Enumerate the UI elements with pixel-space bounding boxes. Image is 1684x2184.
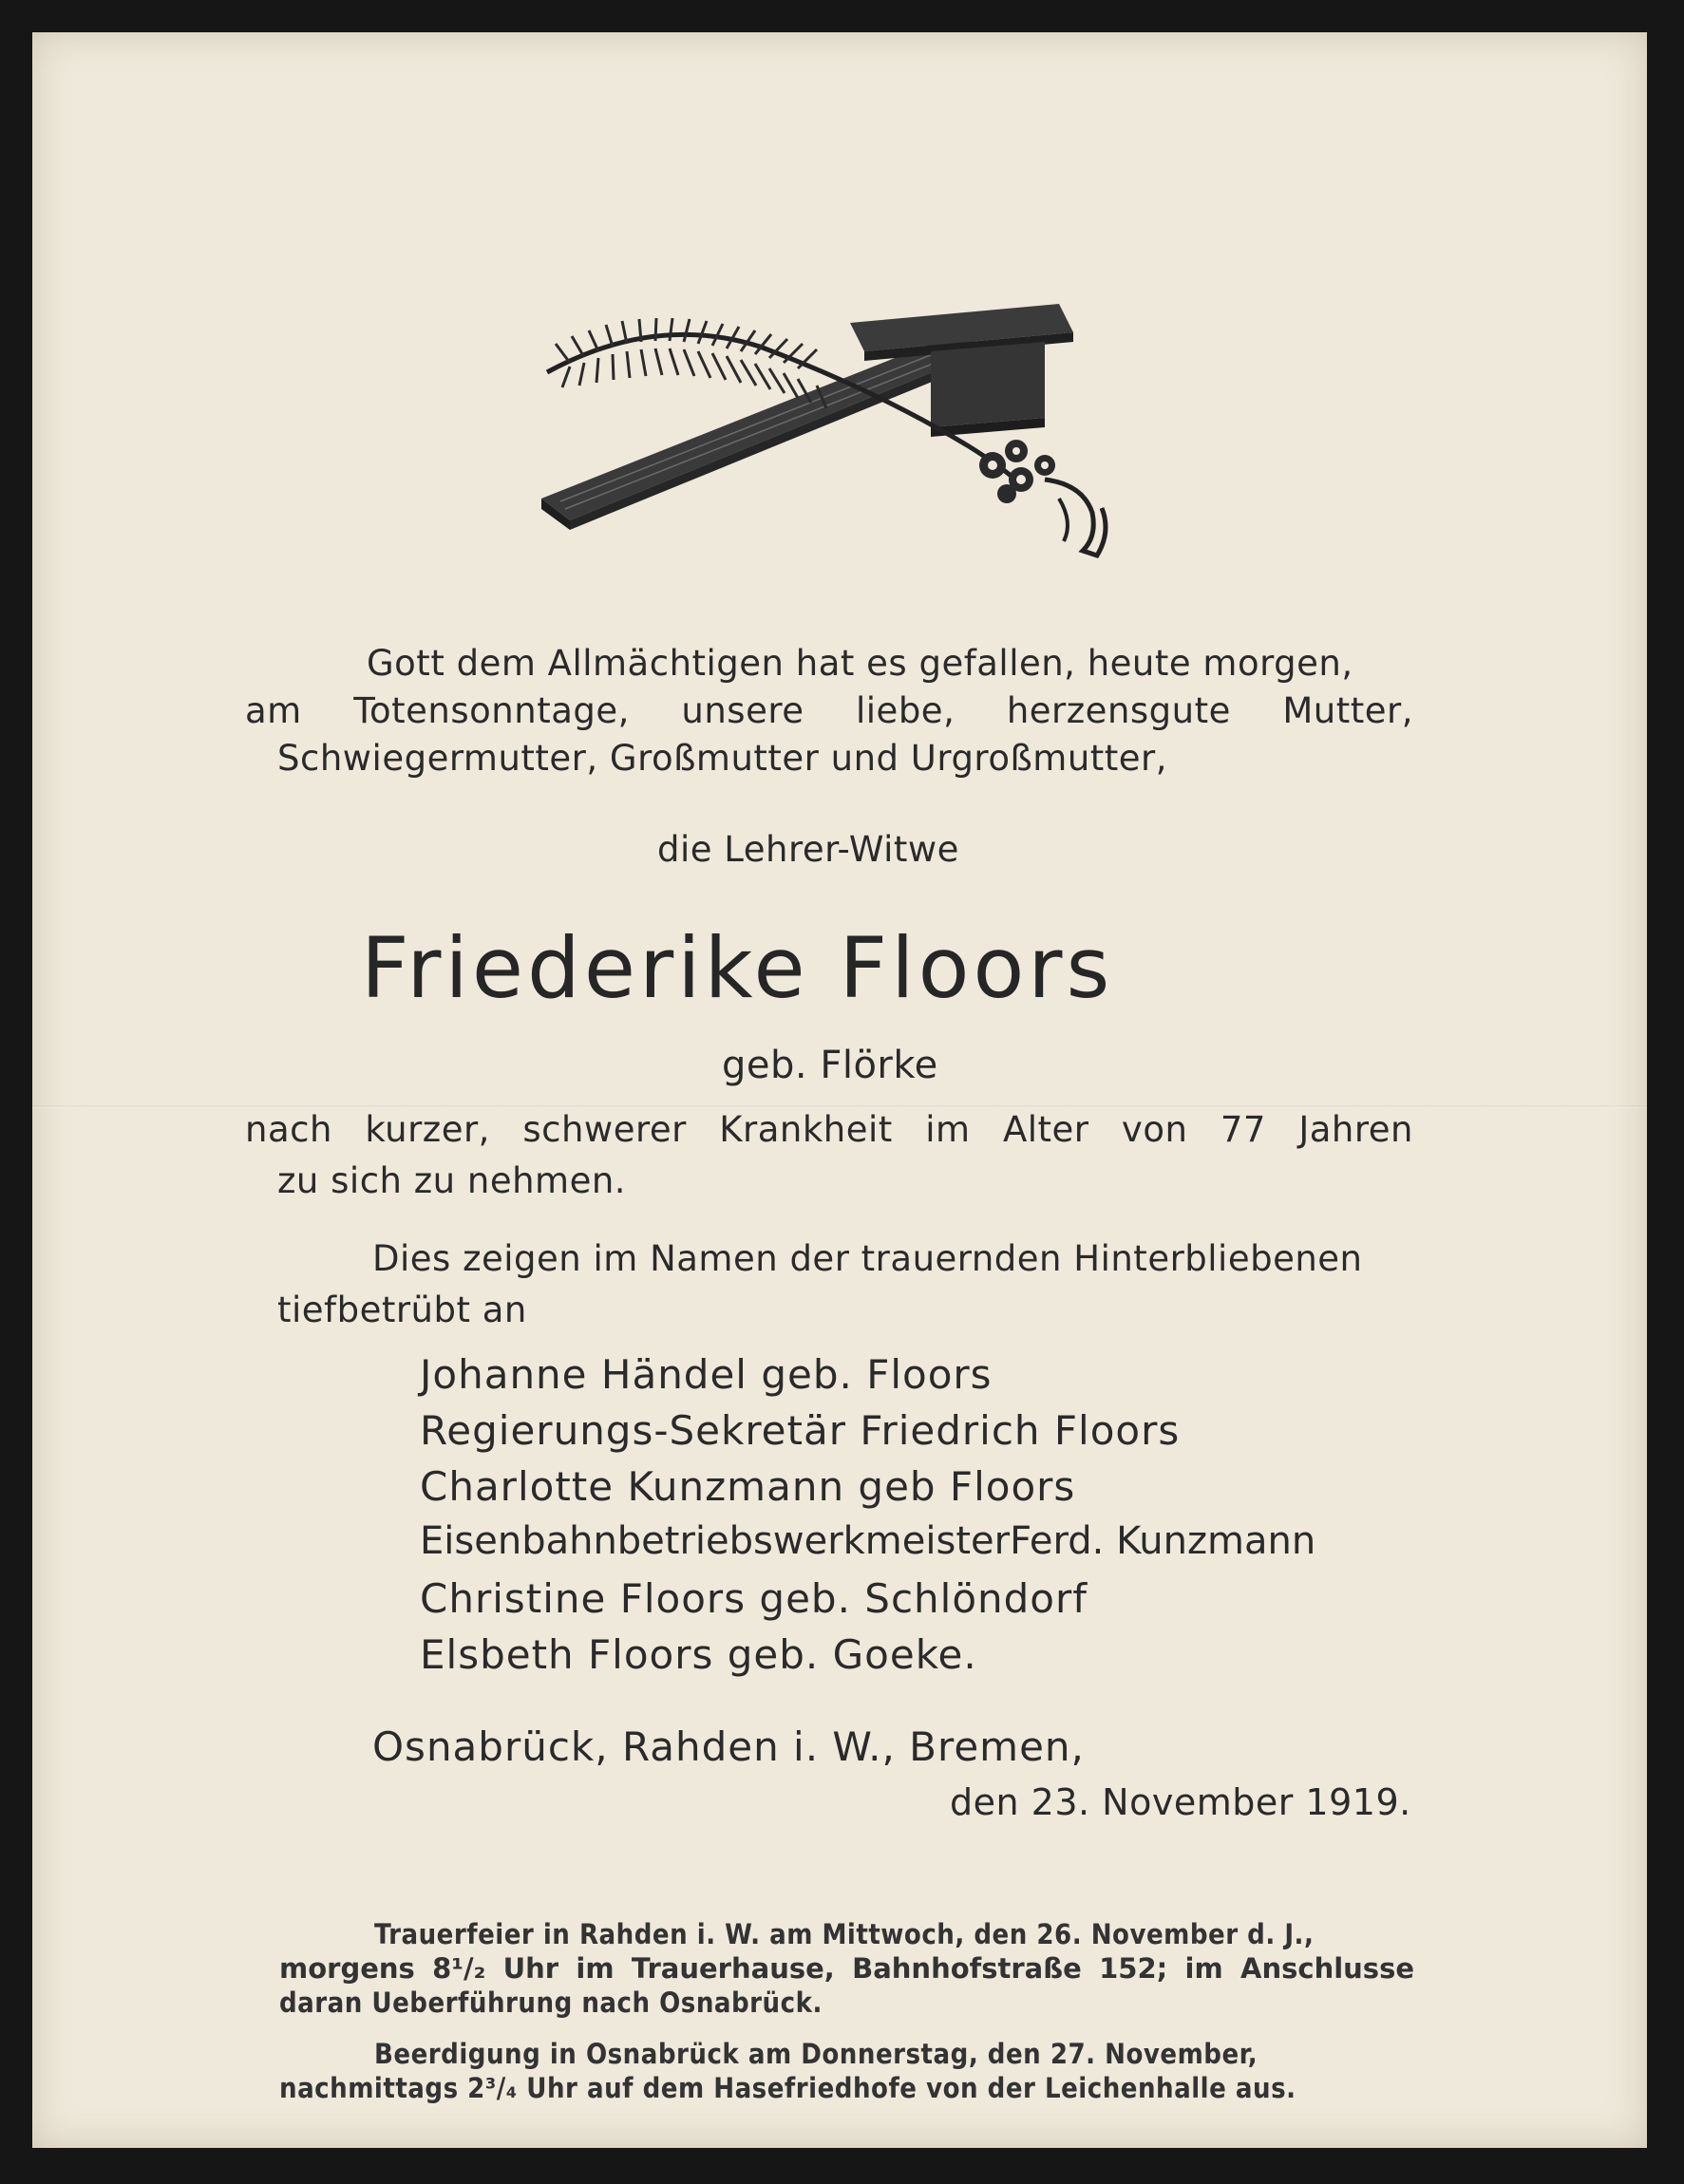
funeral-line-2: morgens 8¹/₂ Uhr im Trauerhause, Bahnhofstraße 152; im Anschlusse bbox=[279, 1952, 1414, 1985]
date-line: den 23. November 1919. bbox=[950, 1781, 1411, 1823]
list-item: Regierungs-Sekretär Friedrich Floors bbox=[420, 1407, 1181, 1454]
funeral-line-1: Trauerfeier in Rahden i. W. am Mittwoch, den 26. November d. J., bbox=[374, 1918, 1315, 1950]
notice-line-1: Dies zeigen im Namen der trauernden Hinterbliebenen bbox=[372, 1238, 1363, 1279]
list-item: Johanne Händel geb. Floors bbox=[420, 1351, 993, 1398]
deceased-name: Friederike Floors bbox=[361, 919, 1114, 1017]
cross-with-palm-frond-icon bbox=[513, 294, 1159, 570]
list-item: Christine Floors geb. Schlöndorf bbox=[420, 1575, 1088, 1622]
burial-line-2: nachmittags 2³/₄ Uhr auf dem Hasefriedhofe von der Leichenhalle aus. bbox=[279, 2072, 1296, 2104]
intro-line-1: Gott dem Allmächtigen hat es gefallen, heute morgen, bbox=[367, 643, 1353, 684]
list-item: EisenbahnbetriebswerkmeisterFerd. Kunzmann bbox=[420, 1519, 1316, 1563]
list-item: Elsbeth Floors geb. Goeke. bbox=[420, 1631, 977, 1678]
list-item: Charlotte Kunzmann geb Floors bbox=[420, 1463, 1076, 1510]
fold-crease bbox=[32, 1105, 1647, 1108]
cause-line-2: zu sich zu nehmen. bbox=[277, 1160, 627, 1201]
intro-line-2: am Totensonntage, unsere liebe, herzensgute Mutter, bbox=[245, 690, 1413, 731]
place-line: Osnabrück, Rahden i. W., Bremen, bbox=[372, 1723, 1085, 1770]
cause-line-1: nach kurzer, schwerer Krankheit im Alter von 77 Jahren bbox=[245, 1109, 1413, 1150]
notice-line-2: tiefbetrübt an bbox=[277, 1290, 527, 1330]
intro-line-3: Schwiegermutter, Großmutter und Urgroßmutter, bbox=[277, 738, 1168, 779]
maiden-name: geb. Flörke bbox=[722, 1044, 938, 1087]
burial-line-1: Beerdigung in Osnabrück am Donnerstag, den 27. November, bbox=[374, 2038, 1258, 2070]
funeral-line-3: daran Ueberführung nach Osnabrück. bbox=[279, 1986, 823, 2019]
title-line: die Lehrer-Witwe bbox=[657, 829, 959, 870]
